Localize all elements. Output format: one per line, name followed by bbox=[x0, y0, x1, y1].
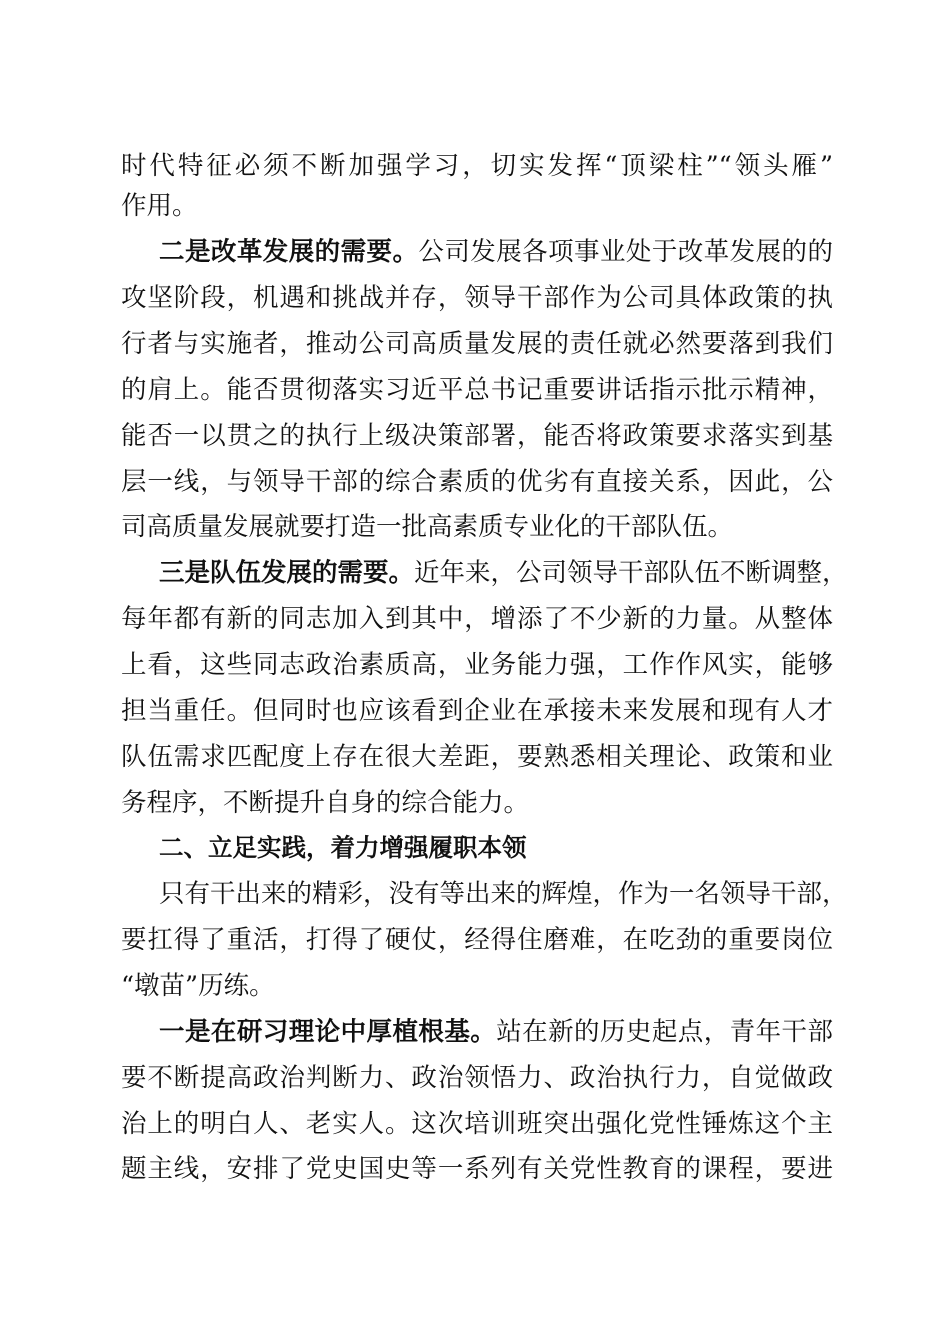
paragraph-line: 一是在研习理论中厚植根基。站在新的历史起点，青年干部 bbox=[159, 1017, 833, 1047]
paragraph-line: 队伍需求匹配度上存在很大差距，要熟悉相关理论、政策和业 bbox=[121, 742, 833, 772]
paragraph-line: 的肩上。能否贯彻落实习近平总书记重要讲话指示批示精神， bbox=[121, 375, 833, 405]
paragraph-lead-bold: 二是改革发展的需要。 bbox=[159, 237, 419, 267]
paragraph-line: 攻坚阶段，机遇和挑战并存，领导干部作为公司具体政策的执 bbox=[121, 283, 833, 313]
paragraph-line: 时代特征必须不断加强学习，切实发挥“顶梁柱”“领头雁” bbox=[121, 151, 833, 181]
paragraph-line: 司高质量发展就要打造一批高素质专业化的干部队伍。 bbox=[121, 512, 734, 542]
paragraph-line: 二是改革发展的需要。公司发展各项事业处于改革发展的的 bbox=[159, 237, 833, 267]
paragraph-line: 题主线，安排了党史国史等一系列有关党性教育的课程，要进 bbox=[121, 1154, 833, 1184]
paragraph-line: 层一线，与领导干部的综合素质的优劣有直接关系，因此，公 bbox=[121, 467, 833, 497]
section-heading: 二、立足实践，着力增强履职本领 bbox=[159, 833, 527, 862]
paragraph-lead-bold: 三是队伍发展的需要。 bbox=[159, 558, 415, 588]
paragraph-line: 上看，这些同志政治素质高，业务能力强，工作作风实，能够 bbox=[121, 650, 833, 680]
paragraph-lead-bold: 一是在研习理论中厚植根基。 bbox=[159, 1017, 497, 1047]
paragraph-line: 担当重任。但同时也应该看到企业在承接未来发展和现有人才 bbox=[121, 696, 833, 726]
paragraph-line: 只有干出来的精彩，没有等出来的辉煌，作为一名领导干部， bbox=[159, 879, 848, 909]
paragraph-line: 务程序，不断提升自身的综合能力。 bbox=[121, 788, 530, 818]
paragraph-line: “墩苗”历练。 bbox=[121, 971, 275, 1001]
paragraph-line: 每年都有新的同志加入到其中，增添了不少新的力量。从整体 bbox=[121, 604, 833, 634]
paragraph-line: 要不断提高政治判断力、政治领悟力、政治执行力，自觉做政 bbox=[121, 1063, 833, 1093]
paragraph-line: 要扛得了重活，打得了硬仗，经得住磨难，在吃劲的重要岗位 bbox=[121, 925, 833, 955]
paragraph-line: 行者与实施者，推动公司高质量发展的责任就必然要落到我们 bbox=[121, 329, 833, 359]
paragraph-line: 治上的明白人、老实人。这次培训班突出强化党性锤炼这个主 bbox=[121, 1109, 833, 1139]
paragraph-line: 作用。 bbox=[121, 191, 198, 221]
paragraph-line: 三是队伍发展的需要。近年来，公司领导干部队伍不断调整， bbox=[159, 558, 848, 588]
paragraph-line: 能否一以贯之的执行上级决策部署，能否将政策要求落实到基 bbox=[121, 421, 833, 451]
